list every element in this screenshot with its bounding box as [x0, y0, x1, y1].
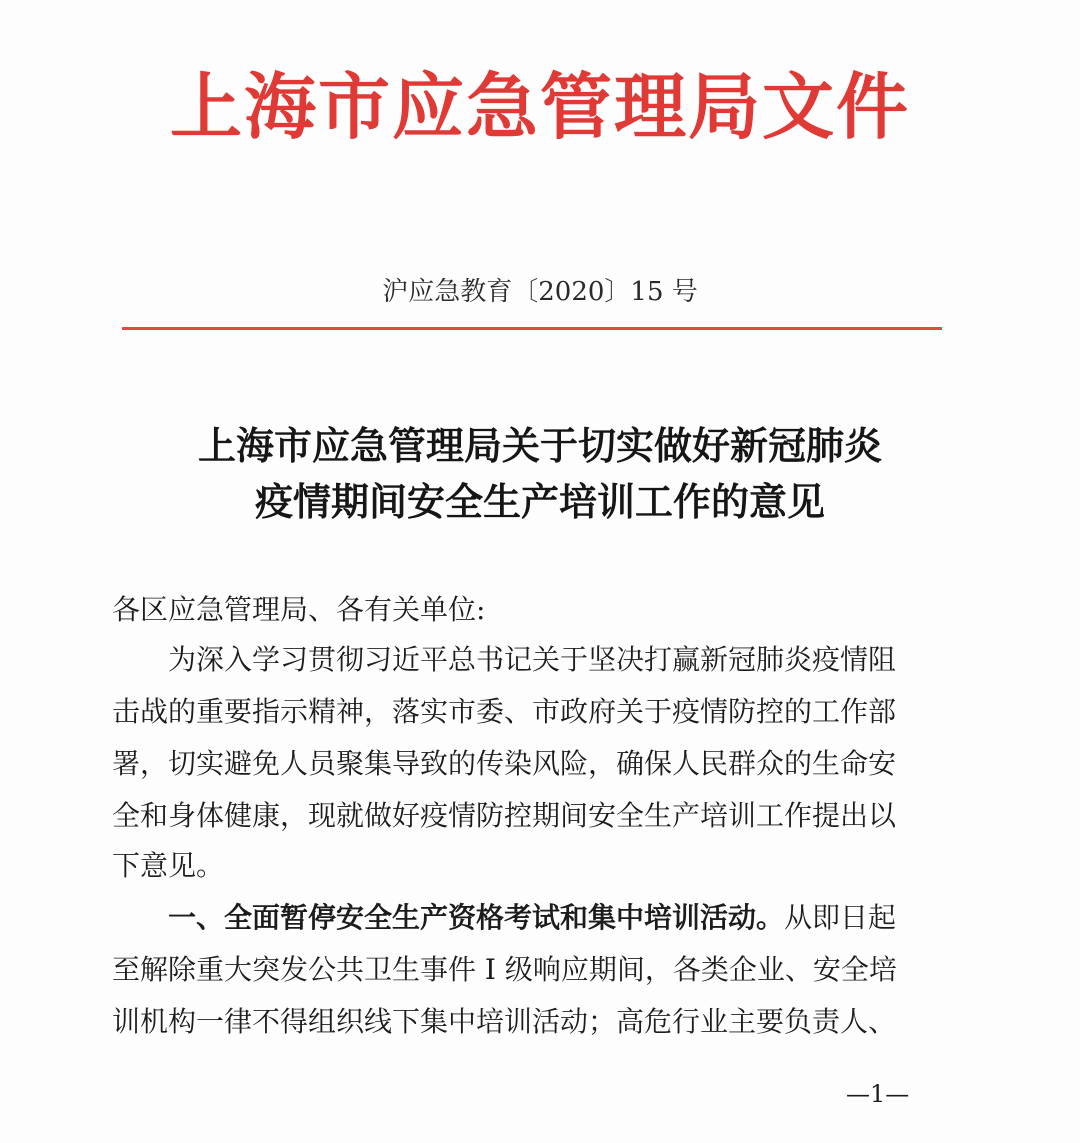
paragraph-1-line-1: 为深入学习贯彻习近平总书记关于坚决打赢新冠肺炎疫情阻	[168, 643, 897, 676]
red-divider-rule	[122, 327, 942, 330]
paragraph-1-line-5: 下意见。	[112, 849, 225, 882]
section-heading: 一、全面暂停安全生产资格考试和集中培训活动。	[168, 901, 785, 934]
paragraph-1-line-4: 全和身体健康，现就做好疫情防控期间安全生产培训工作提出以	[112, 799, 897, 832]
paragraph-1-line-3: 署，切实避免人员聚集导致的传染风险，确保人民群众的生命安	[112, 747, 897, 780]
paragraph-2-line-1	[168, 898, 896, 938]
addressee: 各区应急管理局、各有关单位:	[112, 593, 486, 626]
document-title	[0, 418, 1080, 530]
paragraph-2-line-1-text: 从即日起	[784, 901, 897, 934]
title-line-2: 疫情期间安全生产培训工作的意见	[254, 479, 825, 524]
document-number: 沪应急教育〔2020〕15 号	[382, 277, 698, 307]
page-number: —1—	[846, 1080, 910, 1108]
paragraph-1-line-2: 击战的重要指示精神，落实市委、市政府关于疫情防控的工作部	[112, 695, 897, 728]
issuer-header: 上海市应急管理局文件	[169, 64, 910, 149]
title-line-1: 上海市应急管理局关于切实做好新冠肺炎	[197, 423, 882, 468]
paragraph-2-line-3: 训机构一律不得组织线下集中培训活动；高危行业主要负责人、	[112, 1005, 897, 1038]
paragraph-2-line-2: 至解除重大突发公共卫生事件 I 级响应期间，各类企业、安全培	[112, 953, 897, 986]
